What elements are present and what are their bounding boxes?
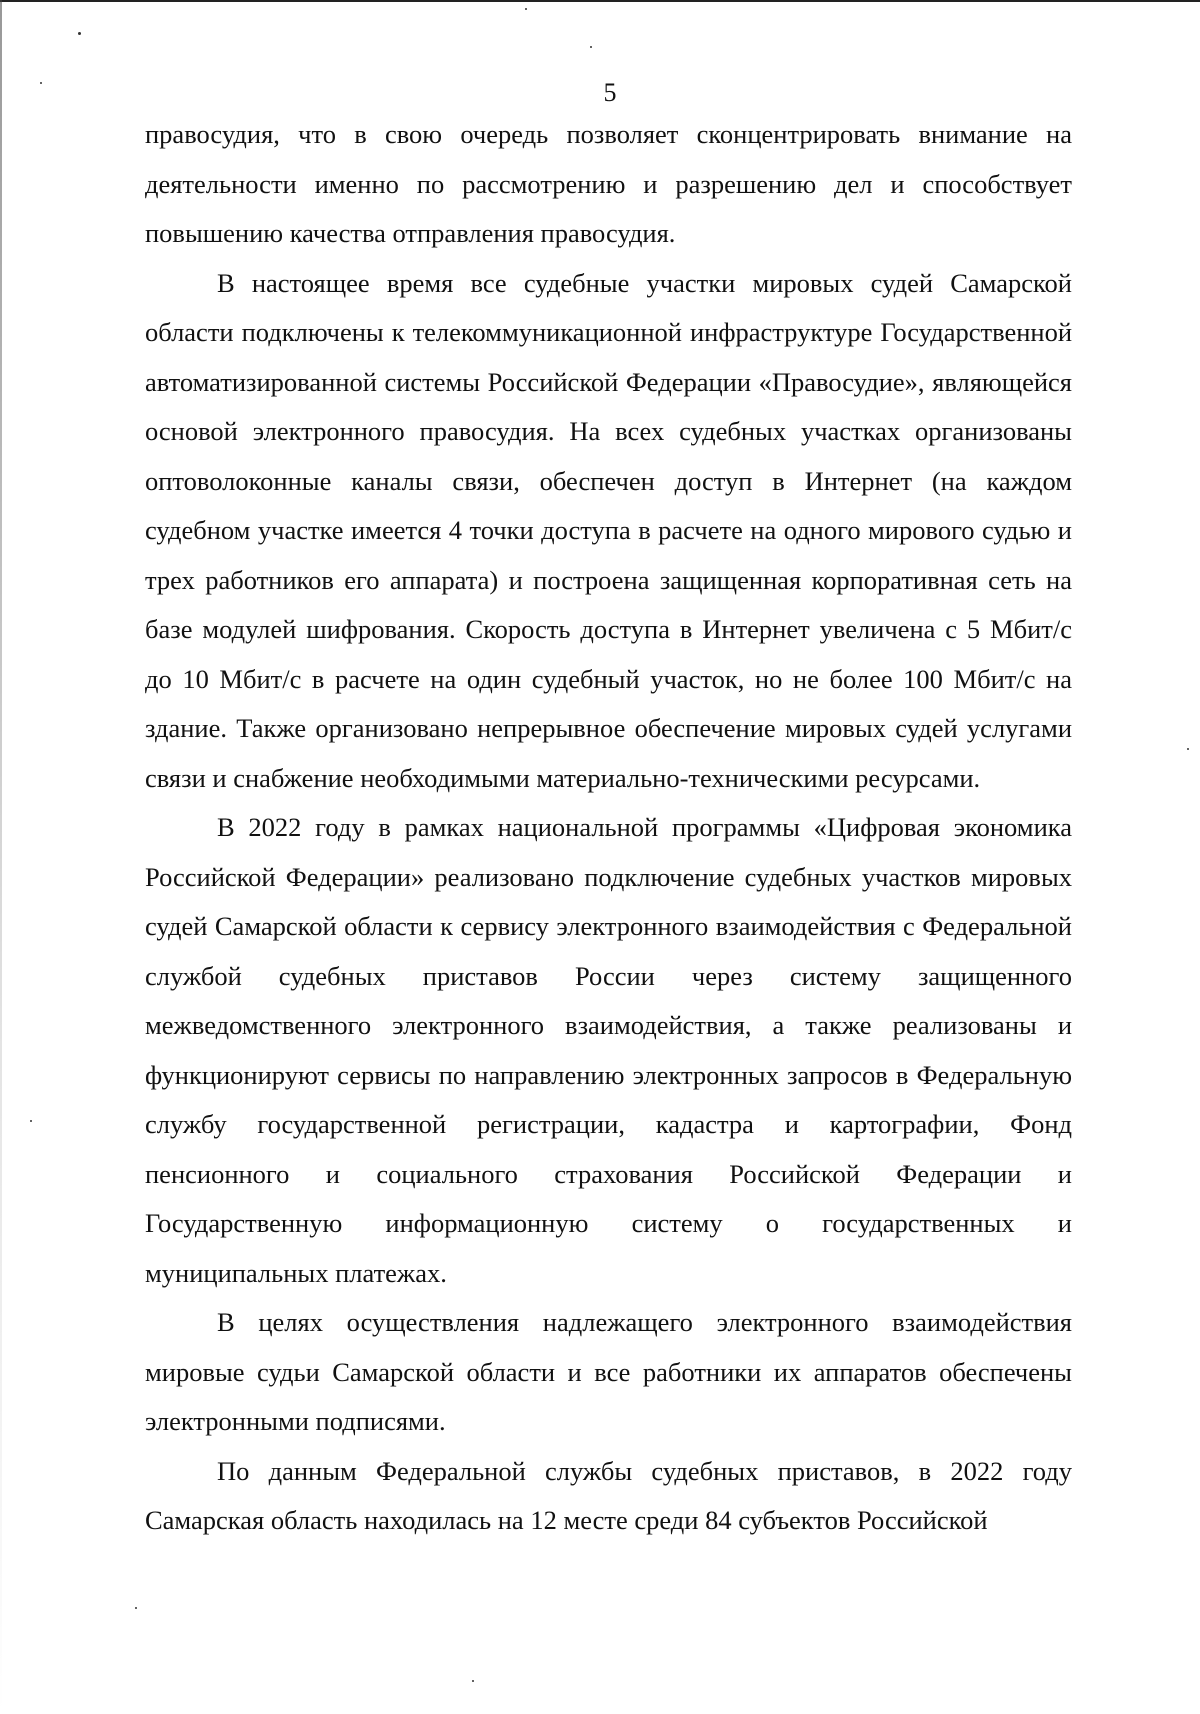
scan-top-edge [0,0,1200,2]
scan-speck [1187,748,1189,750]
scan-speck [78,32,81,35]
paragraph: правосудия, что в свою очередь позволяет сконцентрировать внимание на деятельности именно по рассмотрению и разрешению дел и способствует повышению качества отправления правосудия. [145,119,1072,248]
paragraph: В настоящее время все судебные участки мировых судей Самарской области подключены к телекоммуникационной инфраструктуре Государственной автоматизированной системы Российской Федерации «Правосудие», являющейся основой электронного правосудия. На всех судебных участках организованы оптоволоконные каналы связи, обеспечен доступ в Интернет (на каждом судебном участке имеется 4 точки доступа в расчете на одного мирового судью и трех работников его аппарата) и построена защищенная корпоративная сеть на базе модулей шифрования. Скорость доступа в Интернет увеличена с 5 Мбит/с до 10 Мбит/с в расчете на один судебный участок, но не более 100 Мбит/с на здание. Также организовано непрерывное обеспечение мировых судей услугами связи и снабжение необходимыми материально-техническими ресурсами. [145,267,1072,793]
scan-left-edge [0,0,2,1714]
scan-speck [135,1607,137,1609]
scan-speck [30,1120,32,1122]
page-number: 5 [603,78,617,107]
paragraph: В 2022 году в рамках национальной программы «Цифровая экономика Российской Федерации» реализовано подключение судебных участков мировых судей Самарской области к сервису электронного взаимодействия с Федеральной службой судебных приставов России через систему защищенного межведомственного электронного взаимодействия, а также реализованы и функционируют сервисы по направлению электронных запросов в Федеральную службу государственной регистрации, кадастра и картографии, Фонд пенсионного и социального страхования Российской Федерации и Государственную информационную систему о государственных и муниципальных платежах. [145,812,1072,1288]
paragraph: По данным Федеральной службы судебных приставов, в 2022 году Самарская область находилась на 12 месте среди 84 субъектов Российской [145,1455,1072,1535]
paragraph: В целях осуществления надлежащего электронного взаимодействия мировые судьи Самарской области и все работники их аппаратов обеспечены электронными подписями. [145,1307,1072,1436]
document-body [145,110,1072,1546]
scan-speck [472,1680,474,1682]
scan-speck [590,46,592,48]
scan-speck [525,8,527,10]
